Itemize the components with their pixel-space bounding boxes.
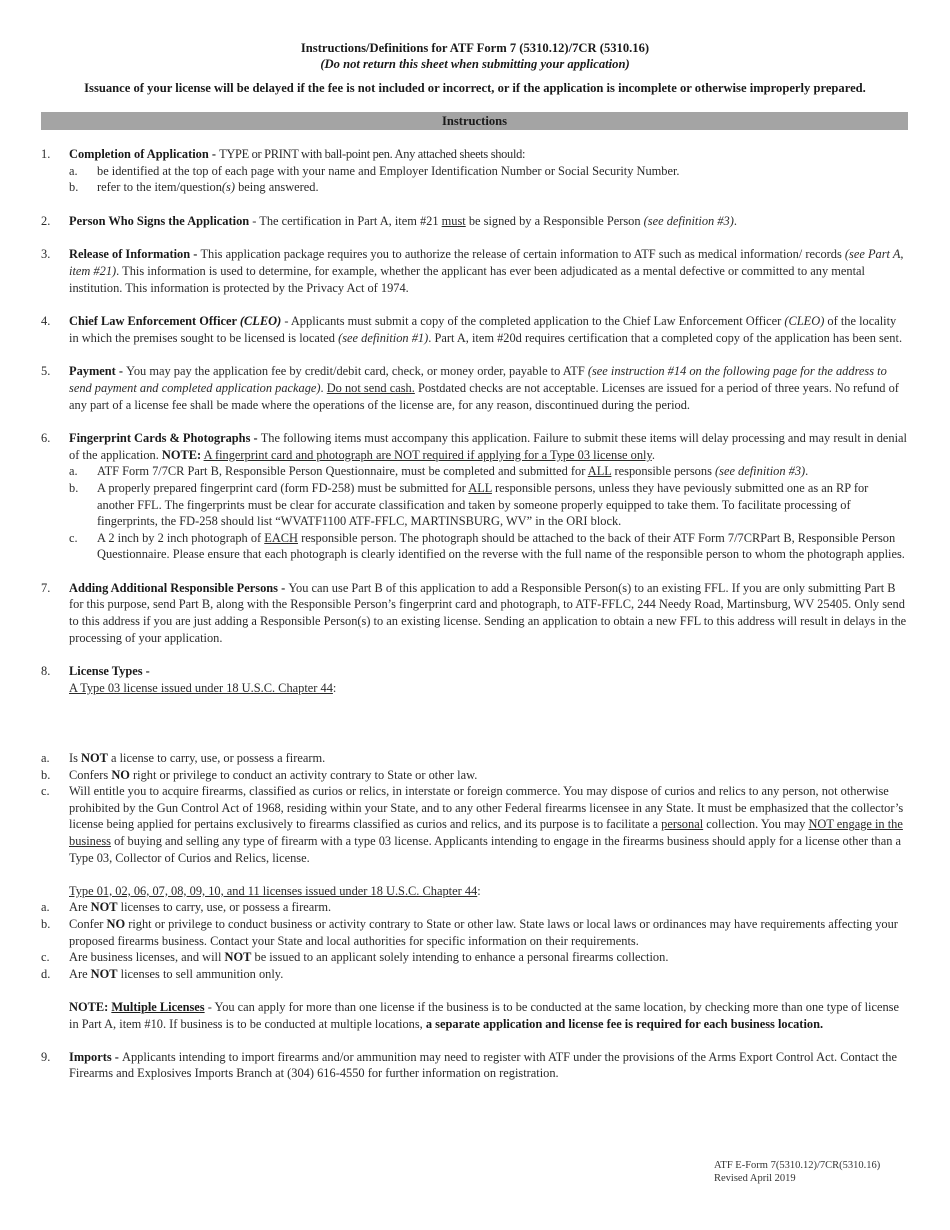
sub-text: Confers	[69, 767, 112, 782]
item-text-underlined: A fingerprint card and photograph are NOT required if applying for a Type 03 license only	[203, 447, 652, 462]
item-text: - Applicants must submit a copy of the completed application to the Chief Law Enforcement Officer	[281, 314, 785, 329]
item-text-italic: (see Part A, item #21)	[69, 247, 904, 278]
item-number: 7.	[41, 580, 51, 595]
instruction-3	[41, 246, 908, 296]
type03-item-b	[41, 767, 908, 784]
item-text: of the locality in which the premises sought to be licensed is located	[69, 314, 897, 345]
sub-item-6a	[69, 463, 908, 480]
sub-letter: b.	[41, 767, 51, 782]
item-number: 3.	[41, 247, 51, 262]
instruction-4	[41, 313, 908, 346]
note-label: NOTE:	[161, 447, 202, 462]
sub-text: responsible persons	[611, 464, 715, 479]
item-text: - The certification in Part A, item #21	[249, 213, 442, 228]
type03-item-c	[41, 783, 908, 866]
sub-text: a license to carry, use, or possess a firearm.	[107, 751, 326, 765]
item-heading: Adding Additional Responsible Persons -	[69, 580, 289, 595]
type03-heading: A Type 03 license issued under 18 U.S.C. Chapter 44	[69, 680, 333, 695]
sub-text-italic: (s)	[221, 180, 235, 195]
sub-text: be identified at the top of each page with your name and Employer Identification Number or Social Security Number.	[97, 163, 680, 178]
sub-text: Will entitle you to acquire firearms, classified as curios or relics, in interstate or foreign commerce. You may dispose of curios and relics to any person, not otherwise prohibited by the Gun Control Act of 1968, residing within your State, and to any other Federal firearms licensee in any State. It must be emphasized that the collector’s license being applied for pertains exclusively to firearms classified as curios and relics, and its purpose is to facilitate a	[69, 784, 904, 832]
item-heading: Imports -	[69, 1049, 122, 1064]
item-text: Applicants intending to import firearms and/or ammunition may need to register with ATF under the provisions of the Arms Export Control Act. Contact the Firearms and Explosives Imports Branch at (304) 616-4550 for further information on registration.	[69, 1049, 897, 1081]
note-label: NOTE:	[69, 999, 112, 1014]
item-number: 8.	[41, 664, 51, 679]
sub-letter: b.	[69, 480, 79, 495]
item-text-underlined: must	[441, 213, 466, 228]
delay-warning: Issuance of your license will be delayed if the fee is not included or incorrect, or if the application is incomplete or otherwise improperly prepared.	[84, 81, 866, 95]
sub-item-1b	[69, 179, 908, 196]
sub-text: responsible persons, unless they have peviously submitted one as an RP for another FFL. The fingerprints must be clear for accurate classification and taken by someone properly equipped to take them. To facilitate processing of fingerprints, the FD-258 should list “WVATF1100 ATF-FFLC, MARTINSBURG, WV” in the ORI block.	[97, 480, 869, 529]
sub-item-6b	[69, 480, 908, 530]
other-item-a	[41, 899, 908, 916]
sub-letter: d.	[41, 966, 51, 981]
instruction-2	[41, 213, 908, 230]
sub-text: licenses to carry, use, or possess a firearm.	[117, 900, 332, 915]
sub-text: Is	[69, 751, 82, 765]
page-subtitle: (Do not return this sheet when submitting your application)	[320, 57, 630, 71]
note-underlined: Multiple Licenses	[111, 999, 205, 1014]
form-footer	[714, 1159, 880, 1185]
type03-item-a	[41, 750, 908, 767]
item-text: You can use Part B of this application to add a Responsible Person(s) to an existing FFL. If you are only submitting Part B for this purpose, send Part B, along with the Responsible Person’s fingerprint card and photograph, to ATF-FFLC, 244 Needy Road, Martinsburg, WV 25405. Only send to this address if you are just adding a Responsible Person(s) to an existing license. Sending an application to obtain a new FFL to this address will result in delays in the processing of your application.	[69, 580, 907, 645]
sub-text-underlined: ALL	[468, 480, 492, 495]
sub-letter: a.	[41, 900, 50, 915]
form-id: ATF E-Form 7(5310.12)/7CR(5310.16)	[714, 1160, 881, 1171]
sub-text: A properly prepared fingerprint card (form FD-258) must be submitted for	[97, 480, 469, 495]
sub-item-1a	[69, 163, 908, 180]
sub-text: ATF Form 7/7CR Part B, Responsible Person Questionnaire, must be completed and submitted for	[97, 464, 588, 479]
sub-text-bold: NOT	[81, 751, 108, 765]
instruction-9	[41, 1049, 908, 1082]
item-heading: Person Who Signs the Application	[69, 213, 250, 228]
item-text-italic: (see definition #1)	[338, 330, 429, 345]
item-text-italic: (CLEO)	[784, 314, 825, 329]
sub-letter: b.	[41, 916, 51, 931]
item-text: You may pay the application fee by credit/debit card, check, or money order, payable to ATF	[126, 364, 588, 379]
item-heading: Release of Information -	[69, 247, 201, 262]
sub-text-italic: (see definition #3)	[715, 464, 806, 479]
sub-text: .	[805, 464, 809, 479]
sub-text: right or privilege to conduct an activity contrary to State or other law.	[129, 767, 478, 782]
sub-text-underlined: NOT engage in the business	[69, 817, 903, 848]
item-text: Postdated checks are not acceptable. Licenses are issued for a period of three years. No refund of any part of a license fee shall be made where the operations of the license are, for any reason, discontinued during the period.	[69, 380, 899, 412]
sub-letter: c.	[69, 530, 78, 545]
revision-date: Revised April 2019	[714, 1173, 796, 1184]
note-text: - You can apply for more than one license if the business is to be conducted at the same location, by checking more than one type of license in Part A, item #10. If business is to be conducted at multiple locations,	[69, 999, 899, 1031]
other-item-b	[41, 916, 908, 949]
sub-letter: c.	[41, 950, 50, 965]
sub-text: of buying and selling any type of firearm with a type 03 license. Applicants intending to engage in the firearms business should apply for a license other than a Type 03, Collector of Curios and Relics, license.	[69, 833, 902, 865]
sub-text: licenses to sell ammunition only.	[117, 966, 284, 981]
sub-item-6c	[69, 530, 908, 563]
item-text: This application package requires you to authorize the release of certain information to ATF such as medical information/ records	[200, 247, 845, 262]
item-text: . This information is used to determine, for example, whether the applicant has ever been adjudicated as a mental defective or committed to any mental institution. This information is protected by the Privacy Act of 1974.	[69, 263, 865, 295]
instruction-8	[41, 663, 908, 696]
item-heading: Chief Law Enforcement Officer	[69, 314, 240, 329]
sub-text: collection. You may	[703, 817, 809, 832]
sub-text: refer to the item/question	[97, 180, 222, 195]
sub-text: be issued to an applicant solely intending to enhance a personal firearms collection.	[251, 950, 669, 965]
instruction-6	[41, 430, 908, 563]
item-text-italic: (see definition #3)	[643, 213, 734, 228]
instructions-section-bar: Instructions	[41, 112, 908, 130]
item-text: be signed by a Responsible Person	[465, 213, 644, 228]
instructions-list	[41, 146, 908, 713]
item-number: 6.	[41, 431, 51, 446]
sub-text: responsible person. The photograph should be attached to the back of their ATF Form 7/7CRPart B, Responsible Person Questionnaire. Please ensure that each photograph is clearly identified on the reverse with the full name of the responsible person to whom the photograph applies.	[97, 530, 905, 562]
sub-text: A 2 inch by 2 inch photograph of	[97, 530, 265, 545]
item-text: . Part A, item #20d requires certification that a completed copy of the application has been sent.	[428, 330, 903, 345]
item-text: .	[651, 447, 655, 462]
sub-text-underlined: EACH	[264, 530, 298, 545]
other-item-c	[41, 949, 908, 966]
item-heading-italic: (CLEO)	[239, 314, 282, 329]
license-types-details	[41, 750, 908, 1099]
item-text: .	[320, 380, 327, 395]
item-text: The following items must accompany this application. Failure to submit these items will delay processing and may result in denial of the application.	[69, 431, 907, 462]
note-bold-tail: a separate application and license fee is required for each business location.	[425, 1016, 824, 1031]
item-heading: License Types -	[69, 664, 150, 679]
sub-text-bold: NOT	[90, 900, 118, 915]
other-licenses-heading: Type 01, 02, 06, 07, 08, 09, 10, and 11 licenses issued under 18 U.S.C. Chapter 44	[69, 883, 478, 898]
page-title: Instructions/Definitions for ATF Form 7 (5310.12)/7CR (5310.16)	[300, 41, 650, 55]
sub-letter: a.	[69, 464, 78, 479]
sub-text: Are	[69, 966, 91, 981]
sub-text-underlined: ALL	[587, 464, 612, 479]
item-heading: Completion of Application -	[69, 147, 220, 161]
item-number: 9.	[41, 1049, 51, 1064]
item-number: 1.	[41, 147, 51, 161]
sub-text: Confer	[69, 916, 107, 931]
sub-text: Are	[69, 900, 91, 915]
sub-letter: a.	[41, 751, 50, 765]
item-text-italic: (see instruction #14 on the following page for the address to send payment and completed application package)	[69, 364, 887, 395]
sub-text-underlined: personal	[661, 817, 704, 832]
item-number: 4.	[41, 314, 51, 329]
item-text: .	[733, 213, 737, 228]
sub-text: being answered.	[234, 180, 319, 195]
item-number: 5.	[41, 364, 51, 379]
instruction-5	[41, 363, 908, 413]
item-number: 2.	[41, 213, 51, 228]
instruction-7	[41, 580, 908, 646]
sub-letter: a.	[69, 163, 78, 178]
colon: :	[332, 680, 337, 695]
sub-text-bold: NO	[111, 767, 130, 782]
item-text-underlined: Do not send cash.	[326, 380, 415, 395]
other-item-d	[41, 966, 908, 983]
colon: :	[477, 883, 481, 898]
sub-text: right or privilege to conduct business or activity contrary to State or other law. State laws or local laws or ordinances may have requirements affecting your proposed firearms business. Contact your State and local authorities for specific information on their requirements.	[69, 916, 898, 948]
item-heading: Fingerprint Cards & Photographs -	[69, 431, 261, 446]
sub-text: Are business licenses, and will	[69, 950, 225, 965]
item-heading: Payment -	[69, 364, 127, 379]
sub-text-bold: NOT	[224, 950, 252, 965]
instruction-1	[41, 146, 908, 196]
sub-letter: b.	[69, 180, 79, 195]
sub-text-bold: NO	[106, 916, 126, 931]
sub-text-bold: NOT	[90, 966, 118, 981]
sub-letter: c.	[41, 784, 50, 799]
item-text: TYPE or PRINT with ball-point pen. Any attached sheets should:	[219, 147, 526, 161]
multiple-licenses-note	[41, 999, 908, 1032]
